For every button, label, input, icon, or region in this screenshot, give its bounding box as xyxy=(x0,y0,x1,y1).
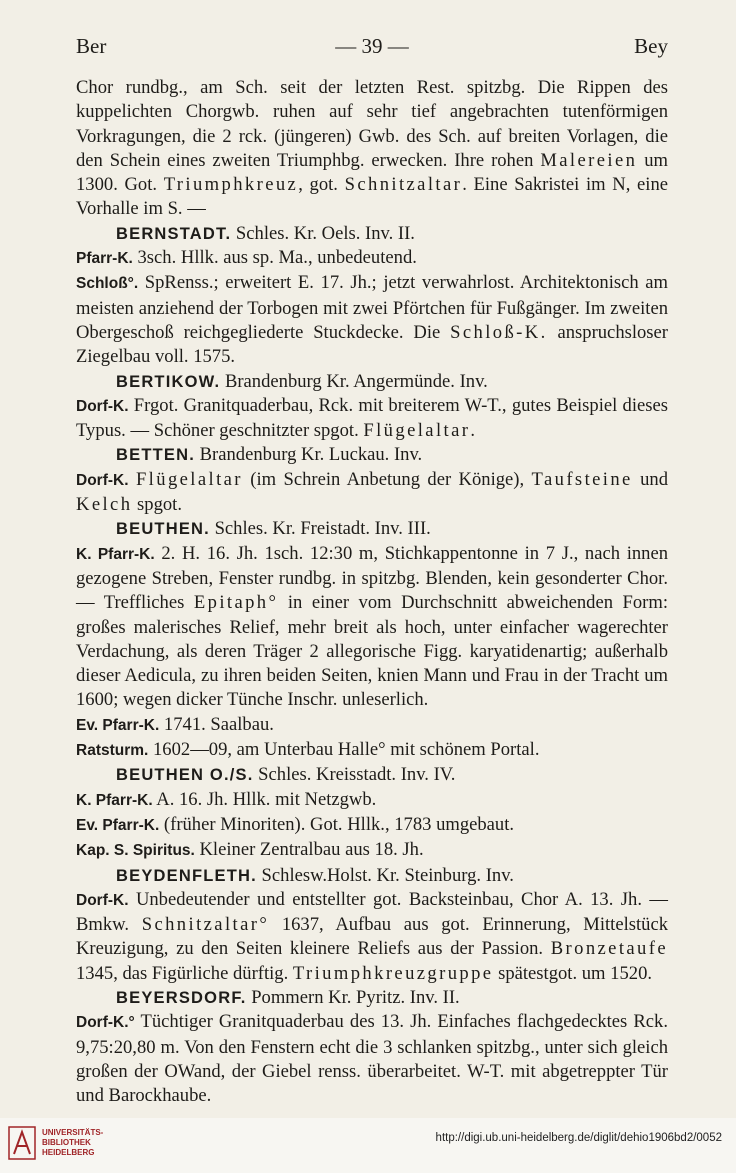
running-header xyxy=(76,34,668,62)
header-left-keyword: Ber xyxy=(76,34,107,58)
entry-beuthen-os-kpfarr: K. Pfarr-K. A. 16. Jh. Hllk. mit Netzgwb. xyxy=(76,788,377,810)
library-footer xyxy=(0,1118,736,1173)
place-heading-bernstadt: BERNSTADT. Schles. Kr. Oels. Inv. II. xyxy=(116,222,415,244)
entry-betten-dorf: Dorf-K. Flügelaltar (im Schrein Anbetung der Könige), Taufsteine und Kelch spgot. xyxy=(76,468,668,516)
header-right-keyword: Bey xyxy=(634,34,668,58)
place-heading-beyersdorf: BEYERSDORF. Pommern Kr. Pyritz. Inv. II. xyxy=(116,986,460,1008)
source-url-link[interactable]: http://digi.ub.uni-heidelberg.de/diglit/dehio1906bd2/0052 xyxy=(435,1132,722,1144)
place-heading-beydenfleth: BEYDENFLETH. Schlesw.Holst. Kr. Steinburg. Inv. xyxy=(116,864,514,886)
place-heading-beuthen: BEUTHEN. Schles. Kr. Freistadt. Inv. III. xyxy=(116,518,431,540)
entry-beuthen-kpfarr: K. Pfarr-K. 2. H. 16. Jh. 1sch. 12:30 m, Stichkappentonne in 7 J., nach innen gezogene Streben, Fenster rundbg. in spitzbg. Blenden, kein gesonderter Chor. — Treffliches Epitaph° in einer vom Durchschnitt abweichenden Form: großes malerisches Relief, mehr breit als hoch, unter einfacher wagerechter Verdachung, als deren Träger 2 allegorische Figg. karyatidenartig; außerhalb dieser Aedicula, zu ihren beiden Seiten, knien Mann und Frau in der Tracht um 1600; wegen dicker Tünche Inschr. unleserlich. xyxy=(76,542,669,711)
place-heading-betten: BETTEN. Brandenburg Kr. Luckau. Inv. xyxy=(116,444,423,466)
entry-beyersdorf-dorf: Dorf-K.° Tüchtiger Granitquaderbau des 13. Jh. Einfaches flachgedecktes Rck. 9,75:20,80 m. Von den Fenstern echt die 3 schlanken spitzbg., unter sich gleich großen der OWand, der Giebel renss. überarbeitet. W-T. mit abgetreppter Tür und Barockhaube. xyxy=(76,1011,668,1107)
paragraph-continuation: Chor rundbg., am Sch. seit der letzten Rest. spitzbg. Die Rippen des kuppelichten Chorgwb. ruhen auf sehr tief angebrachten tutenförmigen Vorkragungen, die 2 rck. (jüngeren) Gwb. des Sch. auf breiten Vorlagen, die den Schein eines zweiten Triumphbg. erwecken. Ihre rohen Malereien um 1300. Got. Triumphkreuz, got. Schnitzaltar. Eine Sakristei im N, eine Vorhalle im S. — xyxy=(76,77,668,220)
entry-beuthen-ev: Ev. Pfarr-K. 1741. Saalbau. xyxy=(76,713,274,735)
entry-beuthen-ratsturm: Ratsturm. 1602—09, am Unterbau Halle° mit schönem Portal. xyxy=(76,739,540,761)
entry-beuthen-os-ev: Ev. Pfarr-K. (früher Minoriten). Got. Hllk., 1783 umgebaut. xyxy=(76,813,515,835)
library-name: UNIVERSITÄTS- BIBLIOTHEK HEIDELBERG xyxy=(42,1128,104,1157)
page-text xyxy=(76,76,668,1108)
page-number: — 39 — xyxy=(335,34,409,58)
place-heading-bertikow: BERTIKOW. Brandenburg Kr. Angermünde. Inv. xyxy=(116,370,488,392)
entry-bernstadt-schloss: Schloß°. SpRenss.; erweitert E. 17. Jh.; jetzt verwahrlost. Architektonisch am meisten anziehend der Torbogen mit zwei Pförtchen für Fußgänger. Im zweiten Obergeschoß reichgegliederte Stuckdecke. Die Schloß-K. anspruchsloser Ziegelbau voll. 1575. xyxy=(76,272,668,368)
entry-beuthen-os-kap: Kap. S. Spiritus. Kleiner Zentralbau aus 18. Jh. xyxy=(76,839,424,861)
entry-bernstadt-pfarr: Pfarr-K. 3sch. Hllk. aus sp. Ma., unbedeutend. xyxy=(76,247,417,269)
entry-beydenfleth-dorf: Dorf-K. Unbedeutender und entstellter got. Backsteinbau, Chor A. 13. Jh. — Bmkw. Schnitzaltar° 1637, Aufbau aus got. Erinnerung, Mittelstück Kreuzigung, zu den Seiten kleinere Reliefs aus der Passion. Bronzetaufe 1345, das Figürliche dürftig. Triumphkreuzgruppe spätestgot. um 1520. xyxy=(76,888,668,984)
university-library-logo-icon xyxy=(8,1126,36,1160)
place-heading-beuthen-os: BEUTHEN O./S. Schles. Kreisstadt. Inv. IV. xyxy=(116,764,456,786)
entry-bertikow-dorf: Dorf-K. Frgot. Granitquaderbau, Rck. mit breiterem W-T., gutes Beispiel dieses Typus. — Schöner geschnitzter spgot. Flügelaltar. xyxy=(76,394,668,442)
